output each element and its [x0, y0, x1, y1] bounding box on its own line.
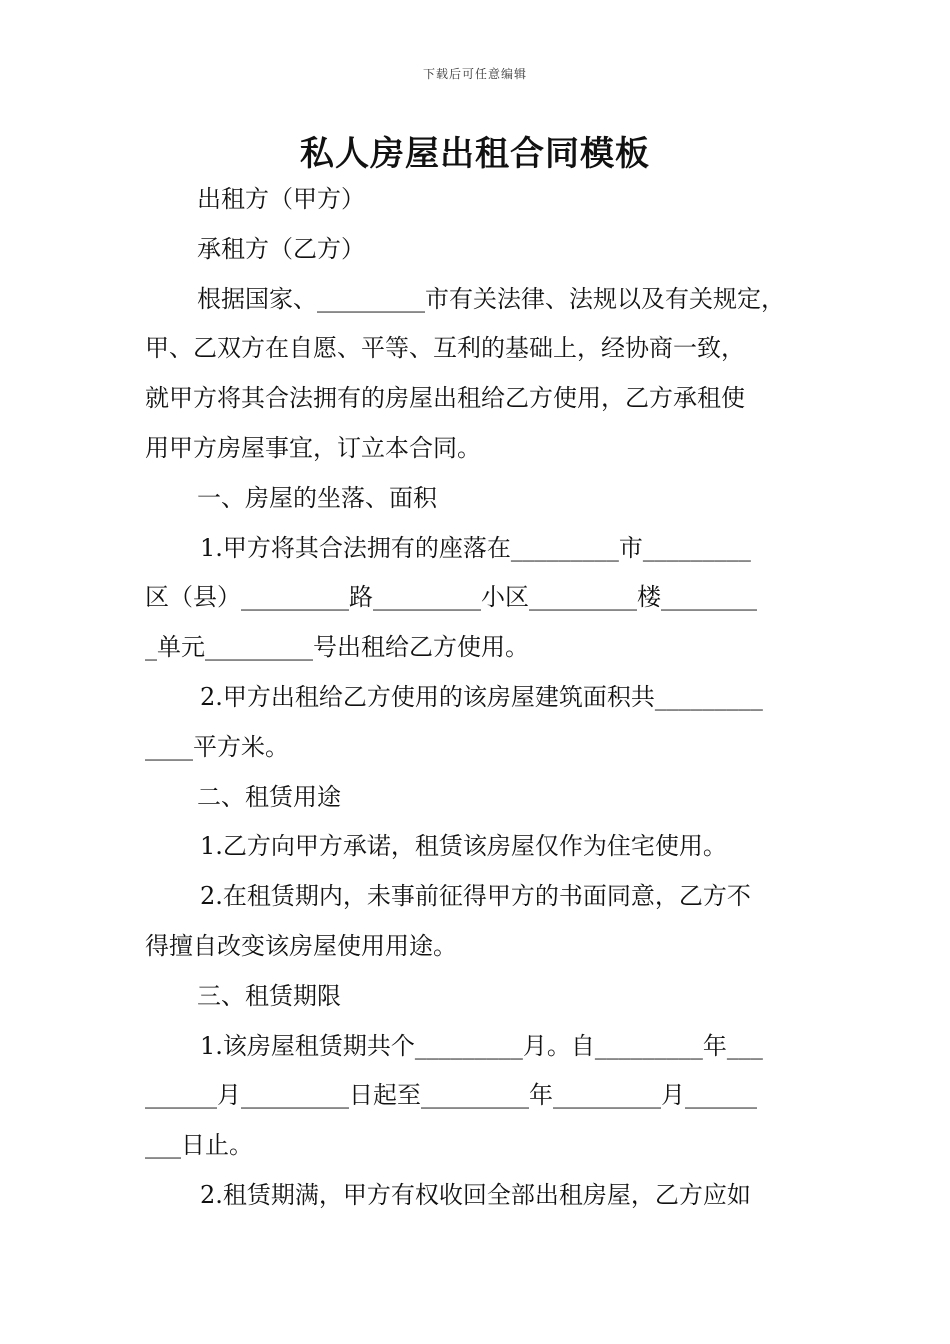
lessor-line: 出租方（甲方） [197, 185, 365, 213]
paragraph-line: 甲、乙双方在自愿、平等、互利的基础上，经协商一致， [145, 334, 745, 363]
header-note: 下载后可任意编辑 [422, 67, 527, 81]
lessee-line: 承租方（乙方） [197, 234, 365, 263]
clause-line: 区（县）_________路_________小区_________楼________ [145, 583, 757, 612]
section-heading: 二、租赁用途 [197, 782, 341, 811]
clause-line: 2.在租赁期内，未事前征得甲方的书面同意，乙方不 [200, 882, 751, 911]
clause-line: 1.甲方将其合法拥有的座落在_________市_________ [200, 533, 751, 562]
clause-line: ____平方米。 [145, 732, 289, 761]
clause-line: 1.乙方向甲方承诺，租赁该房屋仅作为住宅使用。 [200, 832, 727, 861]
section-heading: 一、房屋的坐落、面积 [197, 483, 437, 512]
clause-line: _单元_________号出租给乙方使用。 [145, 633, 529, 662]
paragraph-line: 用甲方房屋事宜，订立本合同。 [145, 433, 481, 462]
clause-line: ______月_________日起至_________年_________月______ [145, 1081, 757, 1110]
clause-line: ___日止。 [145, 1131, 253, 1160]
clause-line: 得擅自改变该房屋使用用途。 [145, 931, 457, 960]
clause-line: 1.该房屋租赁期共个_________月。自_________年___ [200, 1031, 763, 1060]
document-body [145, 175, 810, 1221]
clause-line: 2.租赁期满，甲方有权收回全部出租房屋，乙方应如 [200, 1180, 751, 1209]
paragraph-line: 根据国家、_________市有关法律、法规以及有关规定， [197, 284, 785, 313]
section-heading: 三、租赁期限 [197, 981, 341, 1010]
paragraph-line: 就甲方将其合法拥有的房屋出租给乙方使用，乙方承租使 [145, 384, 745, 413]
document-title: 私人房屋出租合同模板 [300, 134, 650, 174]
clause-line: 2.甲方出租给乙方使用的该房屋建筑面积共_________ [200, 682, 763, 711]
